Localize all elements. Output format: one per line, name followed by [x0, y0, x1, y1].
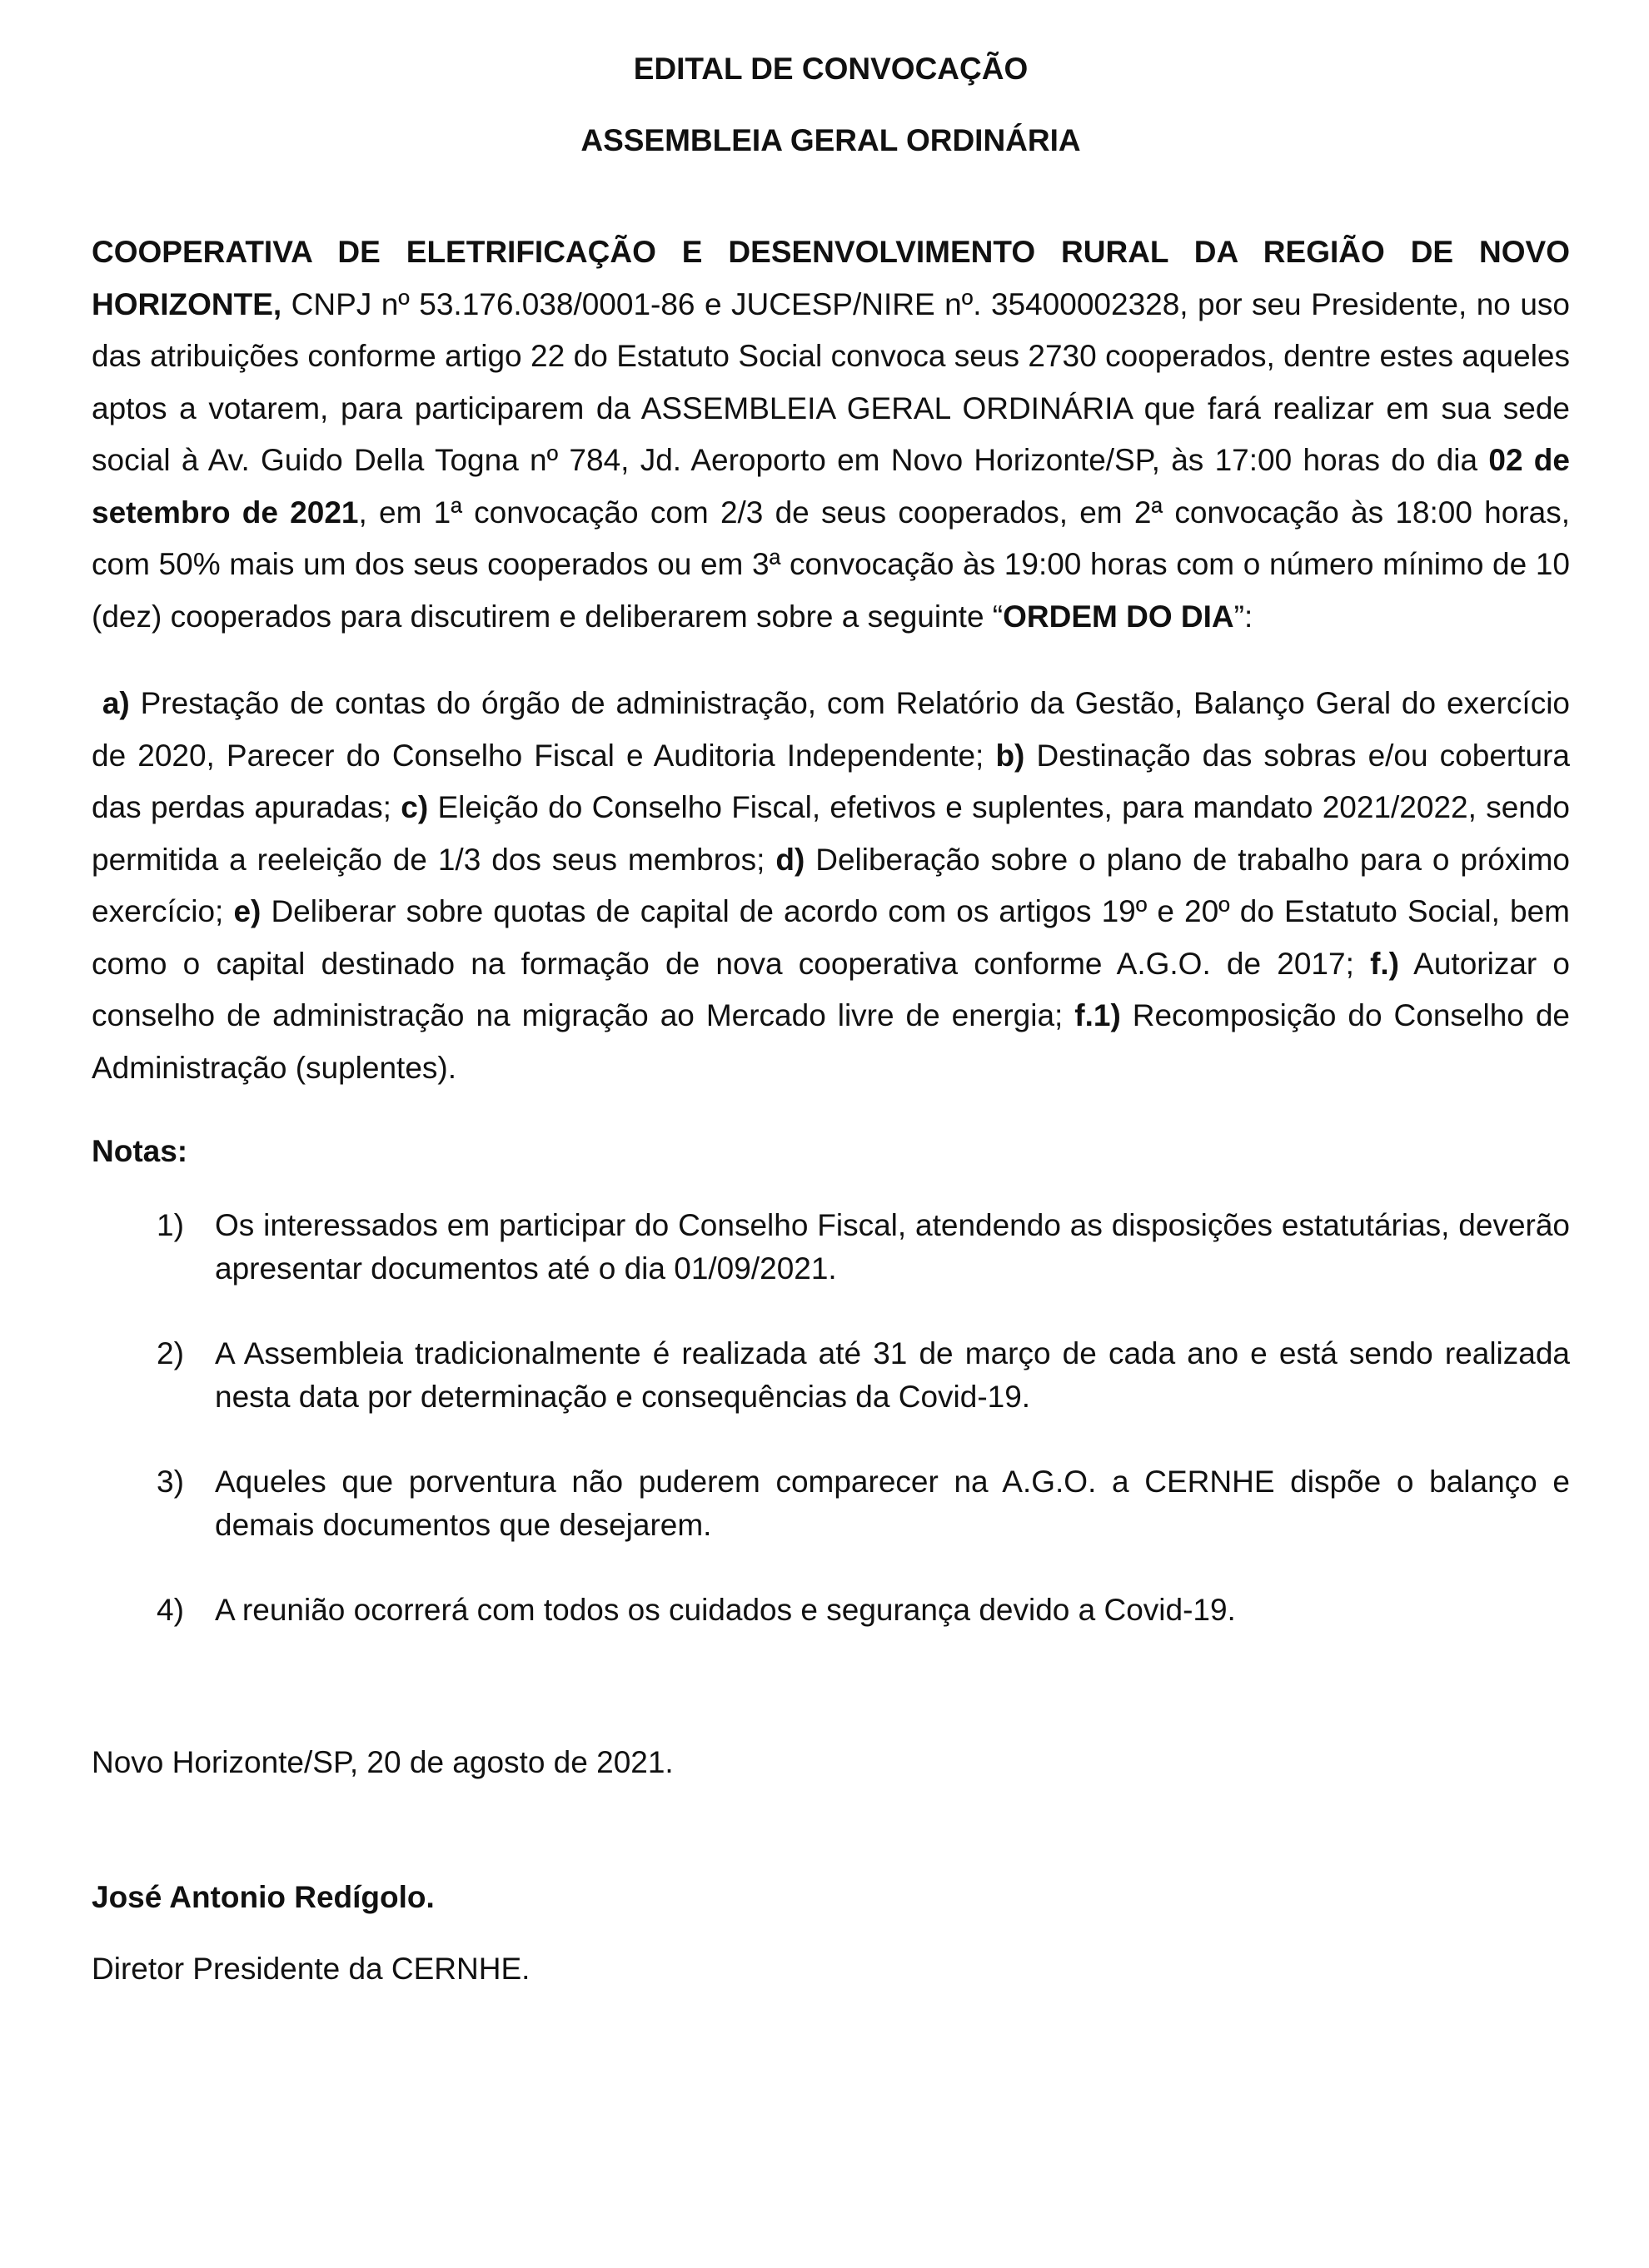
- notes-list: [92, 1204, 1570, 1632]
- agenda-item-text: Destinação das sobras e/ou cobertura das perdas apuradas;: [92, 738, 1570, 824]
- agenda-item-label: e): [233, 894, 262, 928]
- agenda-item-label: d): [775, 842, 805, 877]
- document-subtitle: ASSEMBLEIA GERAL ORDINÁRIA: [580, 123, 1081, 157]
- agenda-item-text: Deliberação sobre o plano de trabalho para o próximo exercício;: [92, 842, 1570, 928]
- agenda-item-label: f.1): [1074, 998, 1121, 1032]
- note-text: Os interessados em participar do Conselho Fiscal, atendendo as disposições estatutárias, deverão apresentar documentos até o dia 01/09/2021.: [215, 1208, 1570, 1286]
- agenda-item-label: f.): [1370, 946, 1400, 981]
- signatory-role: Diretor Presidente da CERNHE.: [92, 1952, 531, 1986]
- intro-text-3: ”:: [1233, 599, 1253, 634]
- intro-text-1: CNPJ nº 53.176.038/0001-86 e JUCESP/NIRE nº. 35400002328, por seu Presidente, no uso das atribuições conforme artigo 22 do Estatuto Social convoca seus 2730 cooperados, dentre estes aqueles aptos a votarem, para participarem da ASSEMBLEIA GERAL ORDINÁRIA que fará realizar em sua sede social à Av. Guido Della Togna nº 784, Jd. Aeroporto em Novo Horizonte/SP, às 17:00 horas do dia: [92, 286, 1570, 477]
- document-title: EDITAL DE CONVOCAÇÃO: [633, 52, 1029, 86]
- agenda-label: ORDEM DO DIA: [1003, 599, 1234, 634]
- agenda-item-text: Recomposição do Conselho de Administração (suplentes).: [92, 998, 1570, 1085]
- note-number: 1): [157, 1208, 184, 1242]
- document-page: [92, 48, 1570, 1990]
- note-text: A Assembleia tradicionalmente é realizada até 31 de março de cada ano e está sendo realizada nesta data por determinação e consequências da Covid-19.: [215, 1336, 1570, 1414]
- agenda-item-text: Autorizar o conselho de administração na migração ao Mercado livre de energia;: [92, 946, 1570, 1032]
- intro-paragraph: [92, 226, 1570, 643]
- agenda-item-text: Deliberar sobre quotas de capital de acordo com os artigos 19º e 20º do Estatuto Social, bem como o capital destinado na formação de nova cooperativa conforme A.G.O. de 2017;: [92, 894, 1570, 981]
- agenda-item-label: a): [102, 686, 130, 720]
- note-item: [92, 1589, 1570, 1632]
- agenda-item-label: c): [401, 790, 429, 824]
- agenda-item-label: b): [995, 738, 1025, 773]
- meeting-date: 02 de setembro de 2021: [92, 443, 1570, 530]
- note-number: 3): [157, 1465, 184, 1499]
- place-and-date: Novo Horizonte/SP, 20 de agosto de 2021.: [92, 1745, 674, 1779]
- note-item: [92, 1332, 1570, 1419]
- note-text: Aqueles que porventura não puderem comparecer na A.G.O. a CERNHE dispõe o balanço e demais documentos que desejarem.: [215, 1465, 1570, 1542]
- agenda-item-text: Prestação de contas do órgão de administração, com Relatório da Gestão, Balanço Geral do exercício de 2020, Parecer do Conselho Fiscal e Auditoria Independente;: [92, 686, 1570, 773]
- note-text: A reunião ocorrerá com todos os cuidados e segurança devido a Covid-19.: [215, 1593, 1236, 1627]
- organization-name: COOPERATIVA DE ELETRIFICAÇÃO E DESENVOLVIMENTO RURAL DA REGIÃO DE NOVO HORIZONTE,: [92, 235, 1570, 321]
- agenda-item-text: Eleição do Conselho Fiscal, efetivos e suplentes, para mandato 2021/2022, sendo permitida a reeleição de 1/3 dos seus membros;: [92, 790, 1570, 877]
- note-number: 4): [157, 1593, 184, 1627]
- signatory-name: José Antonio Redígolo.: [92, 1880, 435, 1914]
- agenda-paragraph: [92, 678, 1570, 1094]
- intro-text-2: , em 1ª convocação com 2/3 de seus cooperados, em 2ª convocação às 18:00 horas, com 50% mais um dos seus cooperados ou em 3ª convocação às 19:00 horas com o número mínimo de 10 (dez) cooperados para discutirem e deliberarem sobre a seguinte “: [92, 495, 1570, 634]
- note-item: [92, 1460, 1570, 1547]
- note-number: 2): [157, 1336, 184, 1370]
- note-item: [92, 1204, 1570, 1291]
- notes-heading: Notas:: [92, 1134, 188, 1168]
